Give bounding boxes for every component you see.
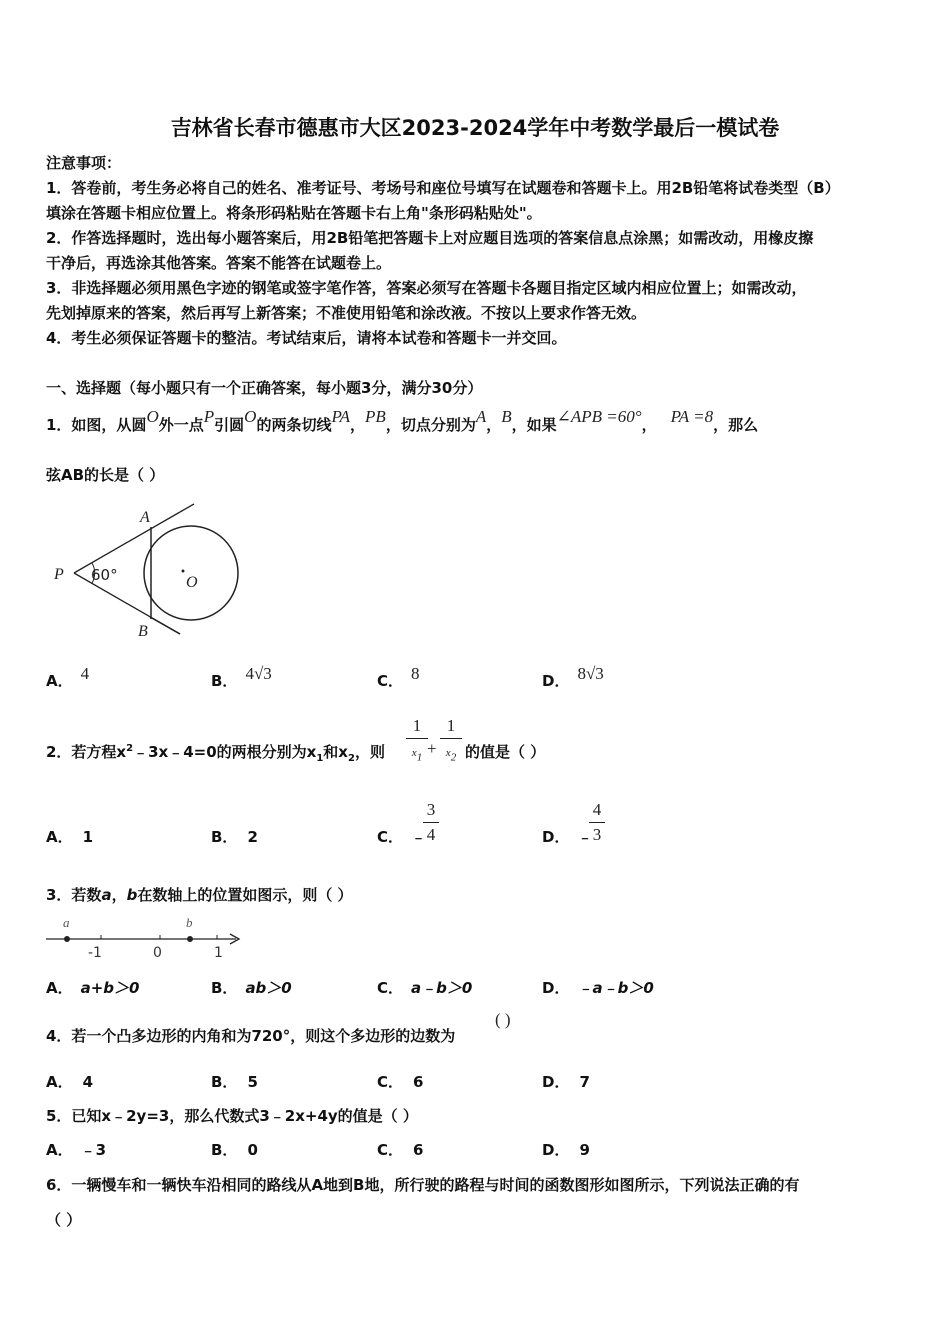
q3-option-b[interactable]: B． ab＞0 <box>211 979 292 997</box>
label-b: B <box>138 623 148 640</box>
notice-heading: 注意事项： <box>46 154 122 172</box>
q2-plus: + <box>427 739 437 758</box>
tangent-pa <box>74 512 180 573</box>
notice-line-6: 先划掉原来的答案，然后再写上新答案；不准使用铅笔和涂改液。不按以上要求作答无效。 <box>46 304 647 322</box>
question-2-text-a: 2．若方程$x^2﹣3x﹣4=0$的两根分别为$x_1$和$x_2$，则 <box>46 743 385 764</box>
page-title: 吉林省长春市德惠市大区2023-2024学年中考数学最后一模试卷 <box>170 116 780 140</box>
question-4-paren: ( ) <box>495 1010 511 1029</box>
question-2-text-b: 的值是（ ） <box>465 743 546 761</box>
label-0: 0 <box>153 945 162 961</box>
q1-option-a[interactable]: A． 4 <box>46 664 90 690</box>
q4-option-d[interactable]: D． 7 <box>542 1073 590 1091</box>
question-1-line-2: 弦AB的长是（ ） <box>46 466 165 484</box>
label-minus-1: -1 <box>88 945 102 961</box>
point-b <box>187 936 193 942</box>
q1-option-c[interactable]: C． 8 <box>377 664 420 690</box>
q3-option-d[interactable]: D． ﹣a﹣b＞0 <box>542 979 654 997</box>
notice-line-7: 4．考生必须保证答题卡的整洁。考试结束后，请将本试卷和答题卡一并交回。 <box>46 329 567 347</box>
q3-option-a[interactable]: A． a+b＞0 <box>46 979 140 997</box>
q2-option-b[interactable]: B． 2 <box>211 828 258 846</box>
tangent-pb-extension <box>150 617 180 634</box>
q4-option-b[interactable]: B． 5 <box>211 1073 258 1091</box>
q4-option-c[interactable]: C． 6 <box>377 1073 424 1091</box>
q2-fraction-1: 1 $x_1$ <box>406 716 428 763</box>
q1-option-b[interactable]: B． 4√3 <box>211 664 272 690</box>
question-5-text: 5．已知x﹣2y=3，那么代数式3﹣2x+4y的值是（ ） <box>46 1107 418 1125</box>
q5-option-b[interactable]: B． 0 <box>211 1141 258 1159</box>
question-6-line-2: （ ） <box>46 1211 82 1229</box>
notice-line-4: 干净后，再选涂其他答案。答案不能答在试题卷上。 <box>46 254 392 272</box>
notice-line-1: 1．答卷前，考生务必将自己的姓名、准考证号、考场号和座位号填写在试题卷和答题卡上。用2B铅笔将试卷类型（B） <box>46 179 840 197</box>
notice-line-3: 2．作答选择题时，选出每小题答案后，用2B铅笔把答题卡上对应题目选项的答案信息点涂黑；如需改动，用橡皮擦 <box>46 229 814 247</box>
label-angle: 60° <box>91 566 118 584</box>
q5-option-c[interactable]: C． 6 <box>377 1141 424 1159</box>
section-heading: 一、选择题（每小题只有一个正确答案，每小题3分，满分30分） <box>46 379 483 397</box>
notice-line-5: 3．非选择题必须用黑色字迹的钢笔或签字笔作答，答案必须写在答题卡各题目指定区域内相应位置上；如需改动， <box>46 279 807 297</box>
question-1-figure <box>46 500 246 645</box>
q5-option-d[interactable]: D． 9 <box>542 1141 590 1159</box>
question-6-line-1: 6．一辆慢车和一辆快车沿相同的路线从A地到B地，所行驶的路程与时间的函数图形如图所示，下列说法正确的有 <box>46 1176 800 1194</box>
label-o: O <box>186 574 198 591</box>
label-a: A <box>140 509 150 526</box>
q1-option-d[interactable]: D． 8√3 <box>542 664 604 690</box>
q2-option-c-fraction: 3 4 <box>423 800 439 845</box>
tangent-pa-extension <box>180 504 194 512</box>
center-dot <box>182 570 185 573</box>
question-1-line-1: 1．如图，从圆O外一点P引圆O的两条切线PA，PB，切点分别为A，B，如果∠APB =60°， PA =8，那么 <box>46 407 759 434</box>
point-a <box>64 936 70 942</box>
label-a: a <box>63 915 70 930</box>
q3-option-c[interactable]: C． a﹣b＞0 <box>377 979 473 997</box>
notice-line-2: 填涂在答题卡相应位置上。将条形码粘贴在答题卡右上角"条形码粘贴处"。 <box>46 204 542 222</box>
q2-option-a[interactable]: A． 1 <box>46 828 94 846</box>
q2-fraction-2: 1 $x_2$ <box>440 716 462 763</box>
q2-option-d[interactable]: D． ﹣ <box>542 828 593 846</box>
label-b: b <box>186 915 193 930</box>
circle-o <box>144 526 238 620</box>
label-p: P <box>54 566 64 583</box>
number-line <box>44 912 249 962</box>
q4-option-a[interactable]: A． 4 <box>46 1073 94 1091</box>
q2-option-d-fraction: 4 3 <box>589 800 605 845</box>
q5-option-a[interactable]: A． ﹣3 <box>46 1141 107 1159</box>
label-1: 1 <box>214 945 223 961</box>
q2-option-c[interactable]: C． ﹣ <box>377 828 427 846</box>
question-3-text: 3．若数a，b在数轴上的位置如图示，则（ ） <box>46 886 353 904</box>
question-4-text: 4．若一个凸多边形的内角和为720°，则这个多边形的边数为 <box>46 1027 456 1045</box>
